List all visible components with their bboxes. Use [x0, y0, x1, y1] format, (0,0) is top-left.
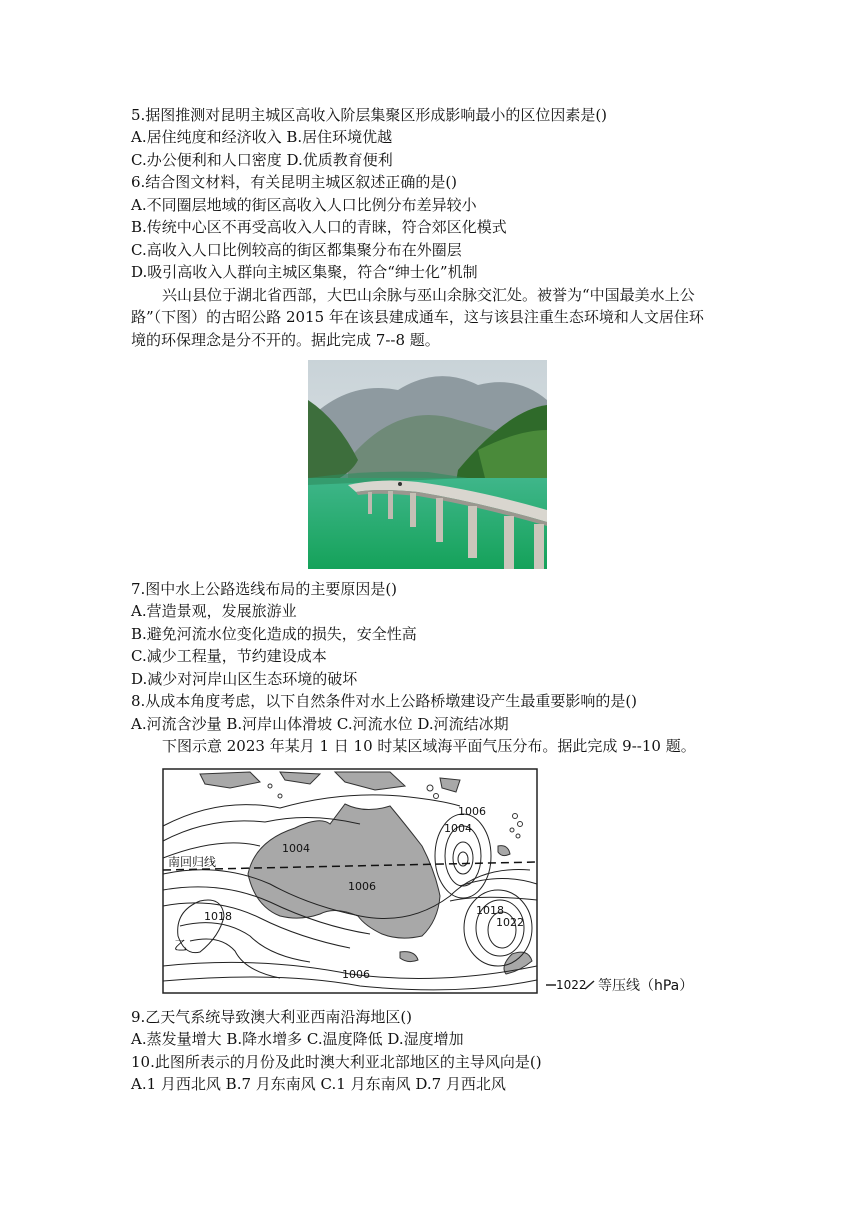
q6-stem: 6.结合图文材料，有关昆明主城区叙述正确的是()	[131, 173, 458, 191]
q8-options: A.河流含沙量 B.河岸山体滑坡 C.河流水位 D.河流结冰期	[131, 715, 509, 733]
q6-option-a: A.不同圈层地域的街区高收入人口比例分布差异较小	[131, 196, 477, 214]
q7-option-a: A.营造景观，发展旅游业	[131, 602, 297, 620]
q10-stem: 10.此图所表示的月份及此时澳大利亚北部地区的主导风向是()	[131, 1053, 542, 1071]
q9-options: A.蒸发量增大 B.降水增多 C.温度降低 D.湿度增加	[131, 1030, 464, 1048]
q6-option-d: D.吸引高收入人群向主城区集聚，符合“绅士化”机制	[131, 263, 478, 281]
q10-options: A.1 月西北风 B.7 月东南风 C.1 月东南风 D.7 月西北风	[131, 1075, 506, 1093]
legend-text: 等压线（hPa）	[598, 978, 694, 994]
q5-options-cd: C.办公便利和人口密度 D.优质教育便利	[131, 151, 393, 169]
q6-option-c: C.高收入人口比例较高的街区都集聚分布在外圈层	[131, 241, 462, 259]
q7-option-c: C.减少工程量，节约建设成本	[131, 647, 327, 665]
tropic-label: 南回归线	[168, 855, 217, 869]
isobar-label-8: 1006	[342, 968, 370, 981]
legend-value: 1022	[556, 978, 587, 992]
q5-stem: 5.据图推测对昆明主城区高收入阶层集聚区形成影响最小的区位因素是()	[131, 106, 608, 124]
isobar-label-7: 1022	[496, 916, 524, 929]
isobar-label-3: 1004	[282, 842, 310, 855]
q6-option-b: B.传统中心区不再受高收入人口的青睐，符合郊区化模式	[131, 218, 507, 236]
isobar-map	[160, 766, 720, 998]
isobar-label-5: 1018	[204, 910, 232, 923]
isobar-label-2: 1004	[444, 822, 472, 835]
q7-option-d: D.减少对河岸山区生态环境的破坏	[131, 670, 358, 688]
intro-7-8-line-3: 境的环保理念是分不开的。据此完成 7--8 题。	[131, 331, 440, 349]
q7-option-b: B.避免河流水位变化造成的损失，安全性高	[131, 625, 417, 643]
intro-9-10: 下图示意 2023 年某月 1 日 10 时某区域海平面气压分布。据此完成 9--10 题。	[162, 737, 696, 755]
isobar-label-6: 1018	[476, 904, 504, 917]
q5-options-ab: A.居住纯度和经济收入 B.居住环境优越	[131, 128, 393, 146]
q9-stem: 9.乙天气系统导致澳大利亚西南沿海地区()	[131, 1008, 413, 1026]
intro-7-8-line-2: 路”（下图）的古昭公路 2015 年在该县建成通车，这与该县注重生态环境和人文居住环	[131, 308, 704, 326]
q8-stem: 8.从成本角度考虑，以下自然条件对水上公路桥墩建设产生最重要影响的是()	[131, 692, 638, 710]
isobar-label-1: 1006	[458, 805, 486, 818]
q7-stem: 7.图中水上公路选线布局的主要原因是()	[131, 580, 398, 598]
intro-7-8-line-1: 兴山县位于湖北省西部，大巴山余脉与巫山余脉交汇处。被誉为“中国最美水上公	[162, 286, 695, 304]
isobar-label-4: 1006	[348, 880, 376, 893]
water-highway-photo	[308, 360, 547, 569]
weather-system-yi-label: 乙	[174, 939, 188, 954]
